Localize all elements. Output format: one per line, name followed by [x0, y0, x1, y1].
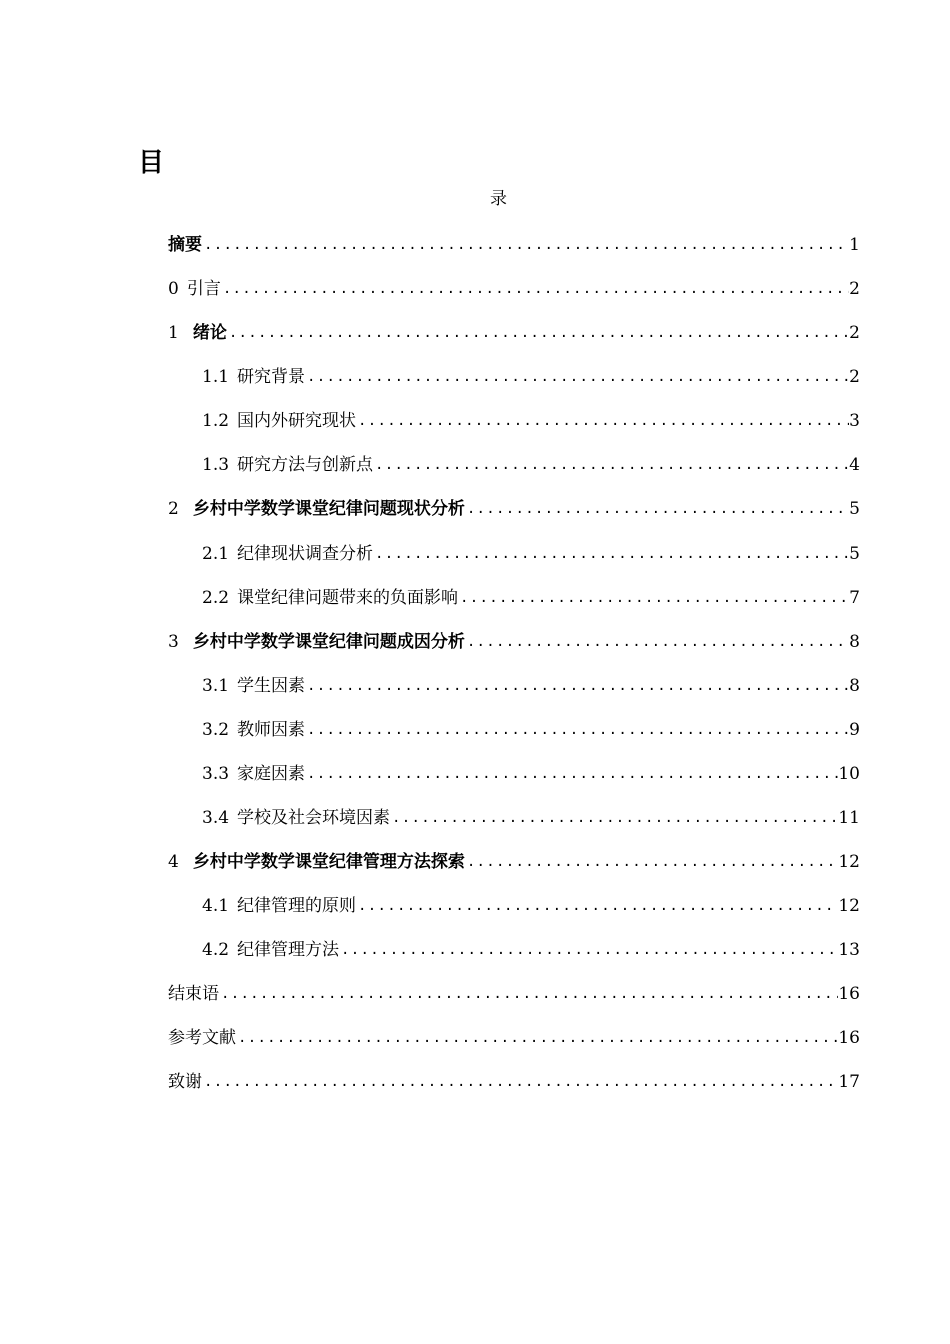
toc-page-number: 16 [838, 1028, 860, 1048]
toc-dot-leader [305, 366, 849, 388]
toc-page-number: 9 [849, 720, 860, 740]
toc-entry-title: 参考文献 [168, 1028, 236, 1048]
toc-entry-title: 家庭因素 [237, 764, 306, 784]
toc-section-number: 3.4 [202, 808, 230, 828]
toc-dot-leader [465, 851, 839, 873]
toc-entry-section-3-2[interactable] [202, 711, 860, 741]
toc-entry-title: 学校及社会环境因素 [237, 808, 391, 828]
toc-section-number: 2 [168, 499, 179, 519]
toc-section-number: 3.2 [202, 720, 230, 740]
toc-entry-conclusion[interactable] [168, 975, 860, 1005]
toc-dot-leader [305, 675, 849, 697]
toc-page-number: 10 [838, 764, 860, 784]
toc-entry-title: 研究方法与创新点 [237, 455, 374, 475]
toc-dot-leader [221, 278, 849, 300]
toc-page-number: 2 [849, 323, 860, 343]
toc-entry-section-2-2[interactable] [202, 579, 860, 609]
toc-dot-leader [202, 234, 849, 256]
toc-page-number: 2 [849, 279, 860, 299]
toc-entry-title: 致谢 [168, 1072, 202, 1092]
toc-entry-chapter-4[interactable] [168, 843, 860, 873]
toc-entry-chapter-3[interactable] [168, 623, 860, 653]
toc-entry-section-4-2[interactable] [202, 931, 860, 961]
toc-entry-references[interactable] [168, 1019, 860, 1049]
toc-page-number: 13 [838, 940, 860, 960]
toc-section-number: 4 [168, 852, 179, 872]
toc-page-number: 16 [838, 984, 860, 1004]
toc-entry-title: 结束语 [168, 984, 219, 1004]
toc-entry-title: 教师因素 [237, 720, 306, 740]
toc-dot-leader [390, 807, 838, 829]
toc-entry-title: 引言 [186, 279, 221, 299]
toc-dot-leader [339, 939, 838, 961]
toc-entry-chapter-2[interactable] [168, 490, 860, 520]
toc-dot-leader [465, 498, 849, 520]
toc-entry-title: 乡村中学数学课堂纪律问题现状分析 [192, 499, 465, 519]
toc-dot-leader [202, 1071, 838, 1093]
toc-page-number: 17 [838, 1072, 860, 1092]
toc-page-number: 7 [849, 588, 860, 608]
toc-entry-section-3-3[interactable] [202, 755, 860, 785]
toc-entry-title: 国内外研究现状 [237, 411, 357, 431]
toc-entry-title: 课堂纪律问题带来的负面影响 [237, 588, 459, 608]
toc-section-number: 3.1 [202, 676, 230, 696]
toc-section-number: 1.1 [202, 367, 230, 387]
toc-dot-leader [219, 983, 838, 1005]
toc-entry-section-2-1[interactable] [202, 535, 860, 565]
toc-entry-title: 研究背景 [237, 367, 306, 387]
toc-entry-introduction[interactable] [168, 270, 860, 300]
toc-page-number: 11 [838, 808, 860, 828]
toc-entry-acknowledgements[interactable] [168, 1063, 860, 1093]
toc-page-number: 5 [849, 544, 860, 564]
toc-entry-title: 乡村中学数学课堂纪律问题成因分析 [192, 632, 465, 652]
toc-section-number: 4.1 [202, 896, 230, 916]
toc-entry-title: 摘要 [168, 235, 202, 255]
toc-entry-chapter-1[interactable] [168, 314, 860, 344]
toc-entry-section-3-4[interactable] [202, 799, 860, 829]
toc-page-number: 1 [849, 235, 860, 255]
toc-entry-title: 纪律现状调查分析 [237, 544, 374, 564]
toc-page-number: 8 [849, 632, 860, 652]
toc-heading-part-2: 录 [490, 189, 507, 209]
toc-page-number: 12 [838, 852, 860, 872]
toc-section-number: 1.3 [202, 455, 230, 475]
toc-entry-title: 乡村中学数学课堂纪律管理方法探索 [192, 852, 465, 872]
toc-section-number: 3.3 [202, 764, 230, 784]
toc-section-number: 0 [168, 279, 179, 299]
toc-dot-leader [305, 719, 849, 741]
toc-entry-section-4-1[interactable] [202, 887, 860, 917]
toc-section-number: 2.1 [202, 544, 230, 564]
toc-section-number: 1 [168, 323, 179, 343]
toc-entry-section-3-1[interactable] [202, 667, 860, 697]
toc-page-number: 3 [849, 411, 860, 431]
toc-page-number: 5 [849, 499, 860, 519]
toc-section-number: 3 [168, 632, 179, 652]
toc-page-number: 12 [838, 896, 860, 916]
toc-dot-leader [356, 410, 849, 432]
toc-dot-leader [458, 587, 849, 609]
toc-dot-leader [373, 543, 849, 565]
toc-entry-section-1-3[interactable] [202, 446, 860, 476]
toc-dot-leader [305, 763, 838, 785]
toc-entry-section-1-2[interactable] [202, 402, 860, 432]
toc-section-number: 2.2 [202, 588, 230, 608]
toc-entry-title: 学生因素 [237, 676, 306, 696]
toc-dot-leader [236, 1027, 838, 1049]
toc-page-number: 4 [849, 455, 860, 475]
toc-dot-leader [373, 454, 849, 476]
toc-heading-part-1: 目 [138, 148, 165, 178]
toc-entry-title: 纪律管理方法 [237, 940, 340, 960]
toc-section-number: 1.2 [202, 411, 230, 431]
toc-page-number: 8 [849, 676, 860, 696]
toc-entry-title: 绪论 [192, 323, 227, 343]
toc-page-number: 2 [849, 367, 860, 387]
toc-entry-title: 纪律管理的原则 [237, 896, 357, 916]
toc-entry-abstract[interactable] [168, 226, 860, 256]
toc-section-number: 4.2 [202, 940, 230, 960]
toc-dot-leader [465, 631, 849, 653]
toc-dot-leader [356, 895, 838, 917]
toc-entry-section-1-1[interactable] [202, 358, 860, 388]
toc-dot-leader [227, 322, 849, 344]
